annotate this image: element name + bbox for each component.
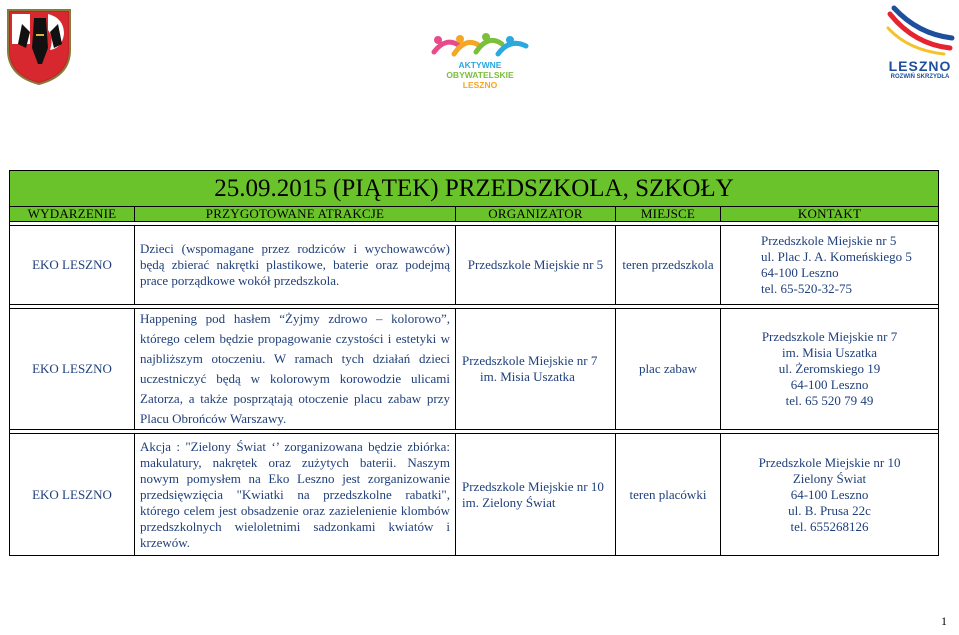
- organizer-line: im. Zielony Świat: [462, 494, 556, 510]
- aktywne-obywatelskie-leszno-logo: [426, 30, 534, 92]
- logo-line-3: LESZNO: [462, 80, 498, 90]
- contact-line: tel. 65 520 79 49: [785, 393, 874, 408]
- contact-line: ul. Plac J. A. Komeńskiego 5: [761, 249, 912, 264]
- wing-swoosh-icon: [884, 4, 956, 56]
- header-row: [10, 207, 939, 222]
- contact-line: im. Misia Uszatka: [782, 345, 877, 360]
- description-cell: Happening pod hasłem “Żyjmy zdrowo – kolorowo”, którego celem będzie propagowanie czystości i estetyki w najbliższym otoczeniu. W ramach tych działań dzieci uczestniczyć będą w kolorowym korowodzie ulicami Zatorza, a także posprzątają otoczenie placu zabaw przy Placu Obrońców Warszawy.: [135, 309, 456, 430]
- title-row: [10, 171, 939, 207]
- contact-line: tel. 655268126: [790, 518, 869, 534]
- column-header-event: WYDARZENIE: [10, 207, 135, 222]
- logo-line-2: OBYWATELSKIE: [446, 70, 514, 80]
- place-cell: teren przedszkola: [616, 226, 721, 305]
- contact-line: 64-100 Leszno: [790, 486, 869, 502]
- place-cell: plac zabaw: [616, 309, 721, 430]
- contact-cell: [721, 226, 939, 305]
- description-cell: Dzieci (wspomagane przez rodziców i wychowawców) będą zbierać nakrętki plastikowe, baterie oraz podejmą prace porządkowe wokół przedszkola.: [135, 226, 456, 305]
- leszno-coat-of-arms-logo: [4, 4, 74, 86]
- place-cell: teren placówki: [616, 434, 721, 556]
- contact-cell: [721, 434, 939, 556]
- event-schedule-table: [9, 170, 939, 556]
- contact-line: Przedszkole Miejskie nr 7: [761, 329, 898, 344]
- organizer-cell: [456, 226, 616, 305]
- organizer-cell: [456, 309, 616, 430]
- contact-line: ul. B. Prusa 22c: [788, 502, 871, 518]
- organizer-line: im. Misia Uszatka: [480, 369, 575, 384]
- contact-cell: [721, 309, 939, 430]
- organizer-line: Przedszkole Miejskie nr 5: [467, 257, 604, 272]
- description-cell: Akcja : "Zielony Świat ‘’ zorganizowana będzie zbiórka: makulatury, nakrętek oraz zużytych baterii. Naszym nowym pomysłem na Eko Leszno jest zorganizowanie przedsięwzięcia "Kwiatki na przedszkolne rabatki", którego celem jest obsadzenie oraz zazielenienie klombów przedszkolnych wieloletnimi sadzonkami kwiatów i krzewów.: [135, 434, 456, 556]
- leszno-rozwin-skrzydla-logo: [884, 4, 956, 82]
- table-row: [10, 226, 939, 305]
- people-figures-icon: [426, 30, 534, 60]
- page-number: 1: [941, 614, 947, 628]
- contact-line: 64-100 Leszno: [790, 377, 869, 392]
- column-header-organizer: ORGANIZATOR: [456, 207, 616, 222]
- table-row: [10, 309, 939, 430]
- event-cell: EKO LESZNO: [10, 434, 135, 556]
- table-row: [10, 434, 939, 556]
- contact-line: Przedszkole Miejskie nr 5: [761, 233, 897, 248]
- event-cell: EKO LESZNO: [10, 226, 135, 305]
- logo-right-tagline: ROZWIŃ SKRZYDŁA: [890, 74, 950, 80]
- organizer-line: Przedszkole Miejskie nr 10: [462, 478, 604, 494]
- event-cell: EKO LESZNO: [10, 309, 135, 430]
- contact-line: 64-100 Leszno: [761, 265, 839, 280]
- logo-line-1: AKTYWNE: [458, 60, 502, 70]
- column-header-place: MIEJSCE: [616, 207, 721, 222]
- column-header-contact: KONTAKT: [721, 207, 939, 222]
- column-header-attractions: PRZYGOTOWANE ATRAKCJE: [135, 207, 456, 222]
- contact-line: ul. Żeromskiego 19: [778, 361, 881, 376]
- contact-line: tel. 65-520-32-75: [761, 281, 852, 296]
- contact-line: Przedszkole Miejskie nr 10: [758, 454, 901, 470]
- organizer-cell: [456, 434, 616, 556]
- logo-right-word: LESZNO: [888, 58, 952, 74]
- contact-line: Zielony Świat: [792, 470, 867, 486]
- page-title: 25.09.2015 (PIĄTEK) PRZEDSZKOLA, SZKOŁY: [10, 171, 939, 207]
- organizer-line: Przedszkole Miejskie nr 7: [462, 353, 598, 368]
